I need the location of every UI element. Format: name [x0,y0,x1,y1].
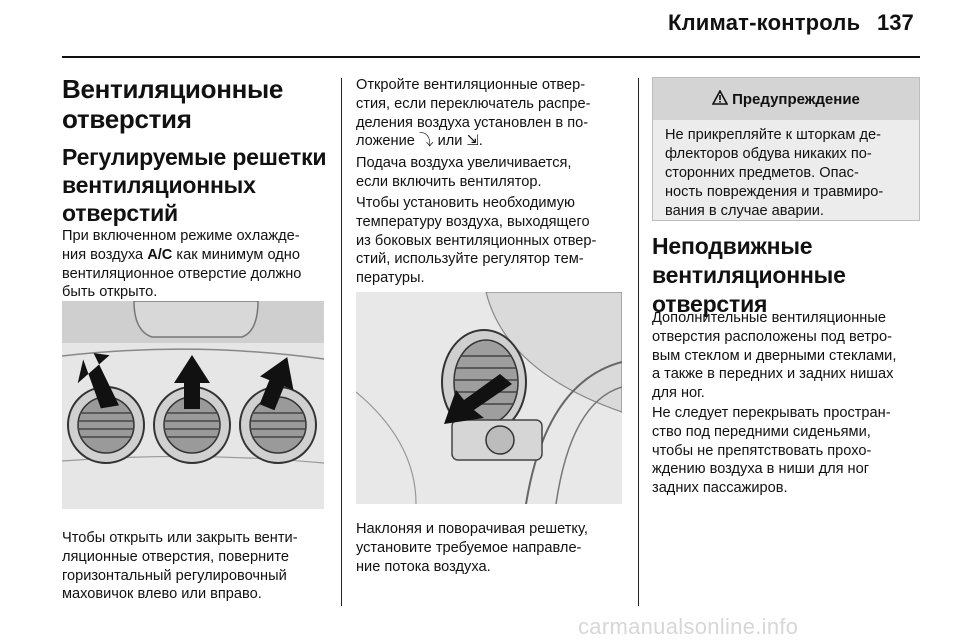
header-divider [62,56,920,58]
paragraph: При включенном режиме охлажде- ния воздуха A/C как минимум одно вентиляционное отверстие должно быть открыто. [62,228,302,301]
control-knob [452,420,542,460]
paragraph: Откройте вентиляционные отвер- стия, если переключатель распре- деления воздуха установлен в по- ложение ⤵ или ⇲. [356,77,591,150]
warning-header [653,78,919,120]
paragraph: Чтобы установить необходимую температуру воздуха, выходящего из боковых вентиляционных отвер- стий, используйте регулятор тем- пературы. [356,195,597,287]
section-heading: Вентиляционные отверстия [62,74,284,134]
warning-triangle-icon [712,90,728,109]
warning-title: Предупреждение [732,90,860,108]
mode-defrost-feet-icon: ⤵ [418,133,434,150]
watermark: carmanualsonline.info [578,614,799,639]
page-number: 137 [877,10,914,35]
page-header-title: Климат-контроль [668,10,861,35]
mode-feet-icon: ⇲ [466,133,479,150]
warning-text: Не прикрепляйте к шторкам де- флекторов обдува никаких по- сторонних предметов. Опас- ность повреждения и травмиро- вания в случае аварии. [665,127,884,219]
paragraph: Подача воздуха увеличивается, если включить вентилятор. [356,155,572,190]
ac-label: A/C [147,246,173,263]
column-divider [341,78,342,606]
paragraph: Дополнительные вентиляционные отверстия расположены под ветро- вым стеклом и дверными стеклами, а также в передних и задних нишах для ног. [652,310,897,402]
paragraph: Не следует перекрывать простран- ство под передними сиденьями, чтобы не препятствовать прохо- ждению воздуха в ниши для ног задних пассажиров. [652,405,891,497]
warning-box [652,77,920,221]
paragraph: Чтобы открыть или закрыть венти- ляционные отверстия, поверните горизонтальный регулировочный маховичок влево или вправо. [62,530,298,603]
subsection-heading: Регулируемые решетки вентиляционных отверстий [62,144,327,226]
dashboard-vents-illustration [62,301,324,509]
side-vent-illustration [356,292,622,504]
column-divider [638,78,639,606]
section-heading: Неподвижные вентиляционные отверстия [652,233,846,317]
paragraph: Наклоняя и поворачивая решетку, установите требуемое направле- ние потока воздуха. [356,521,588,575]
